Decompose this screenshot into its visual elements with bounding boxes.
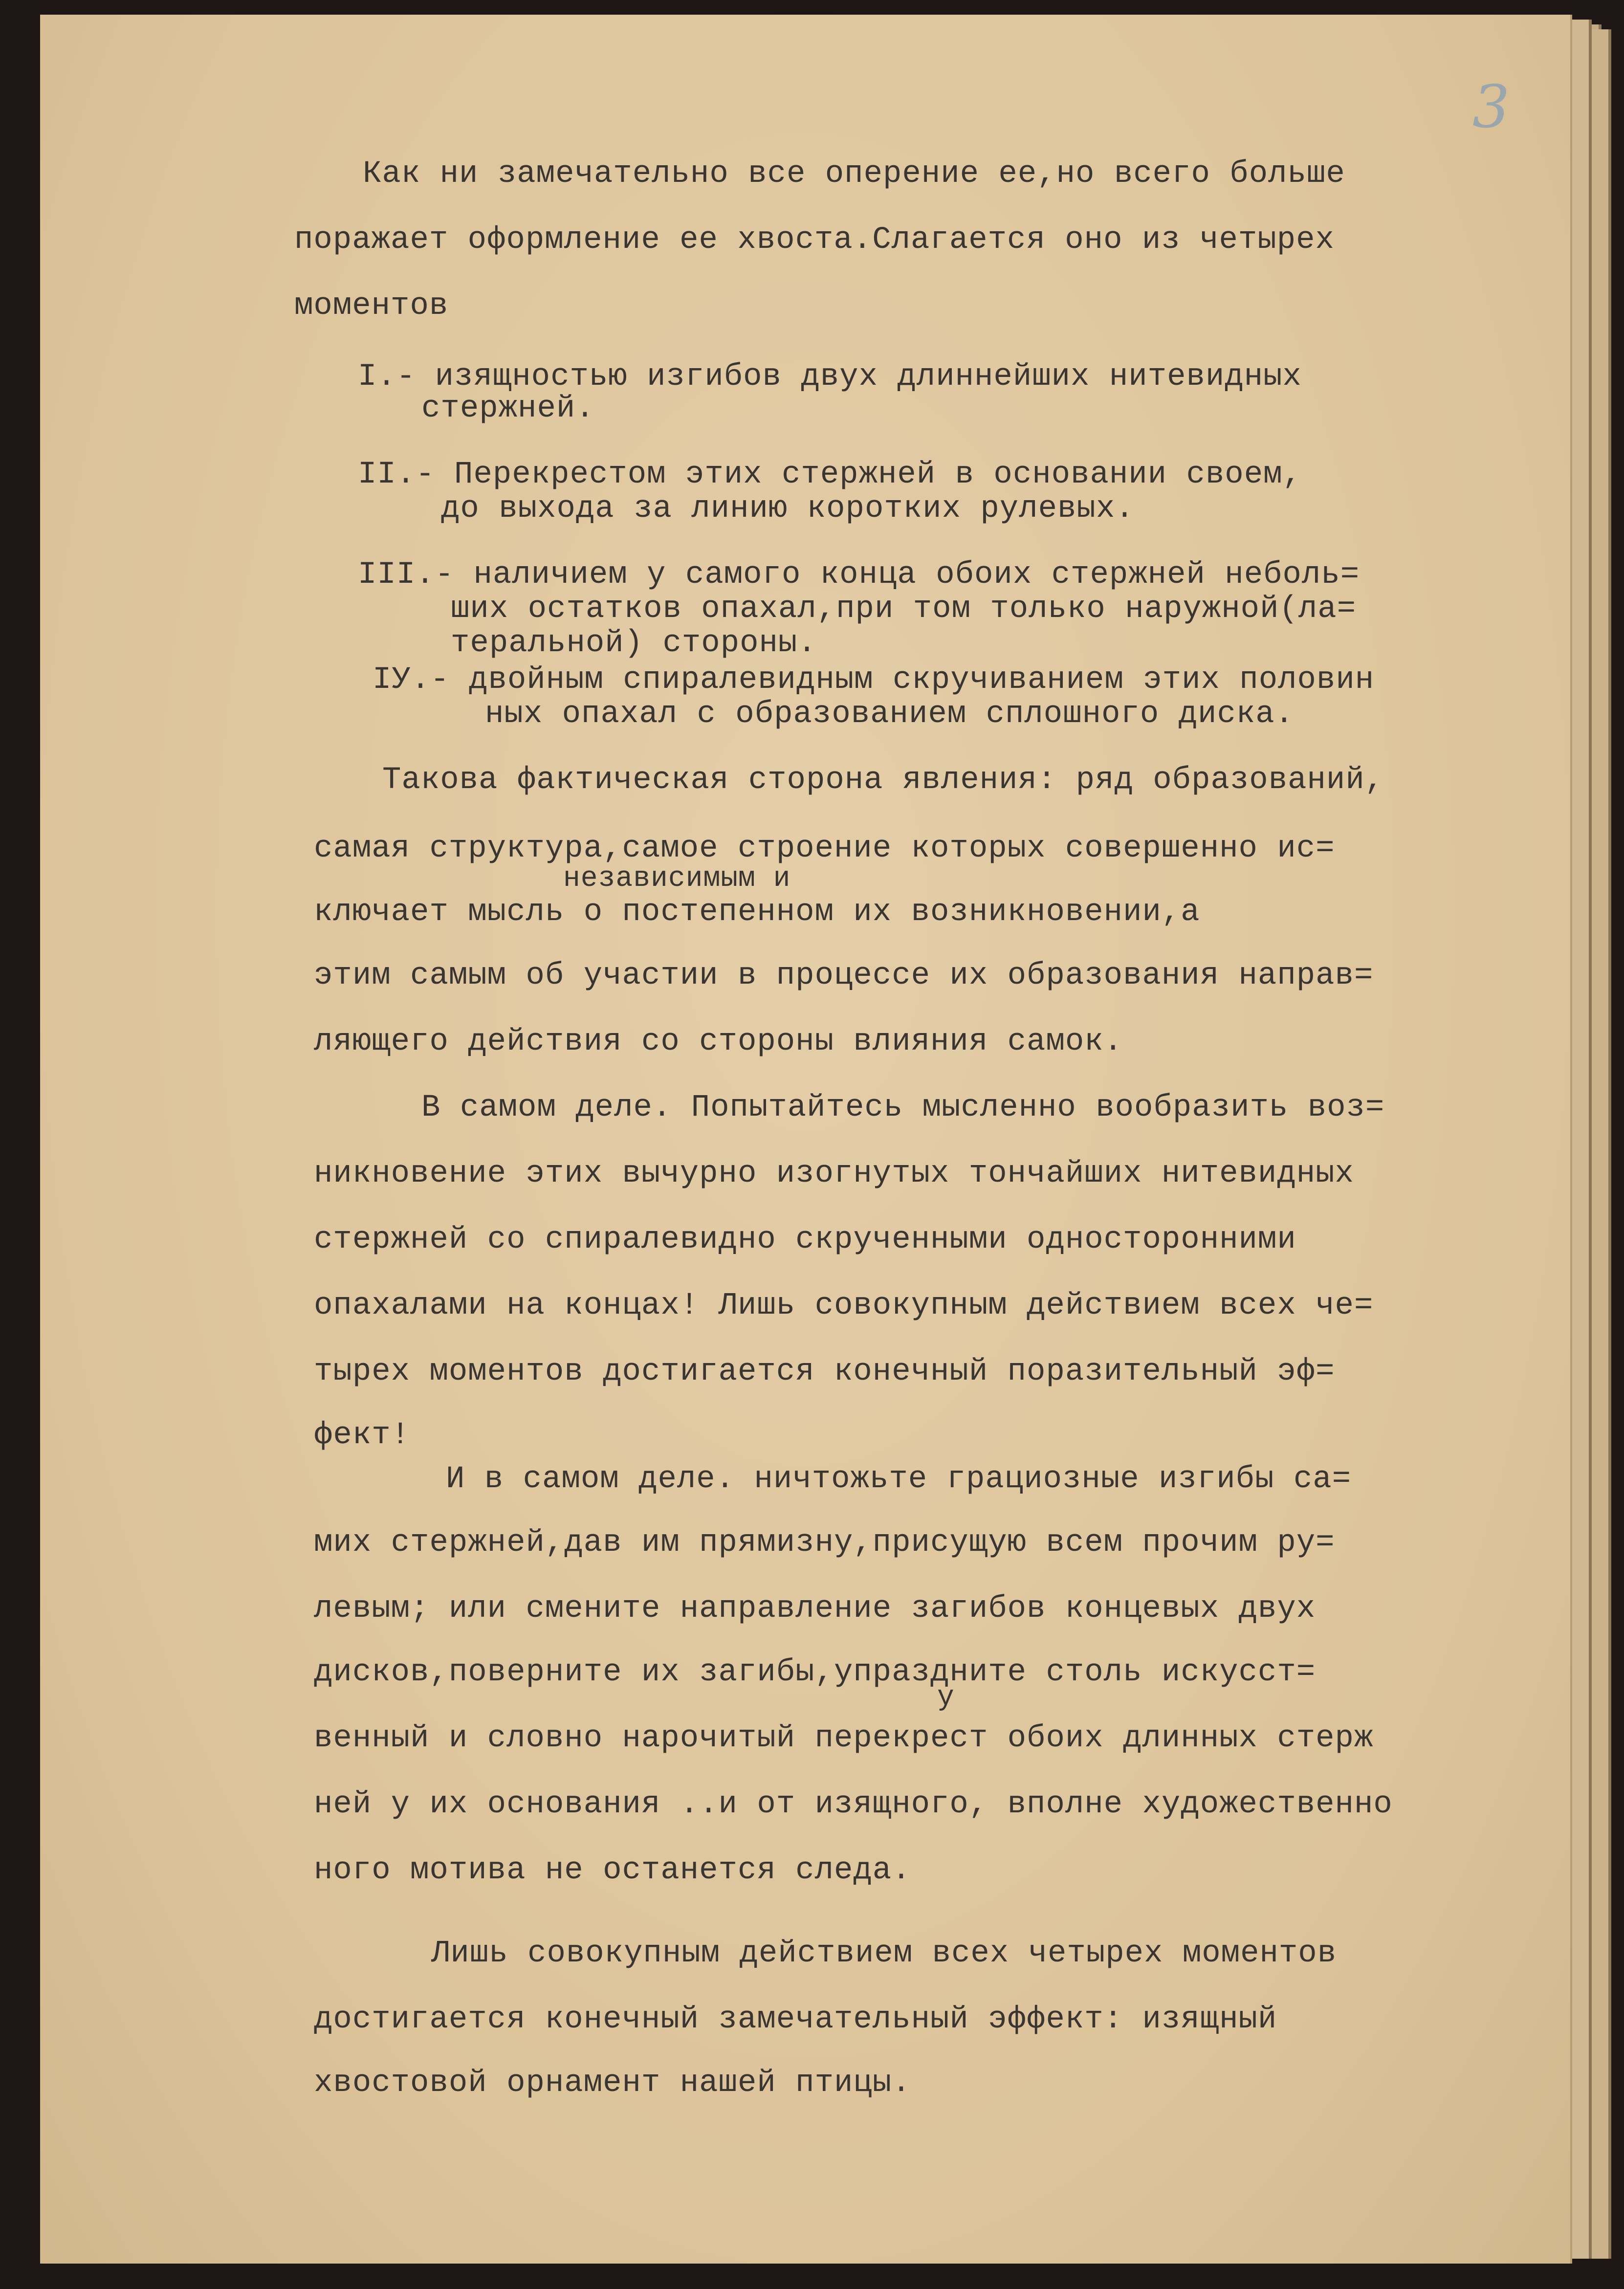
list-item-cont: ных опахал с образованием сплошного диска. — [485, 697, 1295, 732]
text-line: фект! — [314, 1418, 411, 1453]
text-line: Такова фактическая сторона явления: ряд образований, — [382, 763, 1384, 798]
list-item: IУ.- двойным спиралевидным скручиванием этих половин — [373, 662, 1375, 698]
handwritten-insertion: у — [937, 1682, 955, 1714]
typed-text — [40, 15, 1570, 2264]
text-line: мих стержней,дав им прямизну,присущую всем прочим ру= — [314, 1525, 1335, 1561]
edge-mark — [7, 1447, 11, 1451]
handwritten-insertion: независимым и — [563, 863, 791, 895]
list-item-cont: теральной) стороны. — [451, 626, 817, 661]
text-line: ного мотива не останется следа. — [314, 1853, 911, 1888]
text-line: Как ни замечательно все оперение ее,но всего больше — [363, 156, 1345, 192]
text-line: Лишь совокупным действием всех четырех моментов — [431, 1936, 1337, 1971]
text-line: стержней со спиралевидно скрученными односторонними — [314, 1222, 1296, 1257]
text-line: И в самом деле. ничтожьте грациозные изгибы са= — [446, 1462, 1352, 1497]
page-number: 3 — [1472, 73, 1510, 141]
list-item: II.- Перекрестом этих стержней в основании своем, — [358, 457, 1302, 492]
text-line: достигается конечный замечательный эффект: изящный — [314, 2002, 1277, 2037]
text-line: опахалами на концах! Лишь совокупным действием всех че= — [314, 1288, 1374, 1323]
list-item-cont: стержней. — [421, 391, 595, 426]
text-line: ней у их основания ..и от изящного, вполне художественно — [314, 1787, 1393, 1822]
text-line: хвостовой орнамент нашей птицы. — [314, 2066, 911, 2101]
text-line: моментов — [294, 288, 449, 324]
list-item-cont: ших остатков опахал,при том только наружной(ла= — [451, 592, 1357, 627]
text-line: самая структура,самое строение которых совершенно ис= — [314, 831, 1335, 866]
text-line: этим самым об участии в процессе их образования направ= — [314, 958, 1374, 993]
list-item-cont: до выхода за линию коротких рулевых. — [441, 491, 1135, 527]
text-line: ключает мысль о постепенном их возникновении,а — [314, 895, 1200, 930]
document-page — [40, 15, 1570, 2264]
text-line: тырех моментов достигается конечный поразительный эф= — [314, 1354, 1335, 1389]
text-line: ляющего действия со стороны влияния самок. — [314, 1024, 1123, 1059]
text-line: В самом деле. Попытайтесь мысленно вообразить воз= — [421, 1090, 1385, 1125]
text-line: никновение этих вычурно изогнутых тончайших нитевидных — [314, 1156, 1354, 1191]
text-line: левым; или смените направление загибов концевых двух — [314, 1591, 1316, 1627]
text-line: дисков,поверните их загибы,упраздните столь искусст= — [314, 1655, 1316, 1690]
text-line: поражает оформление ее хвоста.Слагается оно из четырех — [294, 222, 1335, 258]
list-item: III.- наличием у самого конца обоих стержней неболь= — [358, 557, 1360, 593]
text-line: венный и словно нарочитый перекрест обоих длинных стерж — [314, 1721, 1374, 1756]
list-item: I.- изящностью изгибов двух длиннейших нитевидных — [358, 359, 1302, 395]
